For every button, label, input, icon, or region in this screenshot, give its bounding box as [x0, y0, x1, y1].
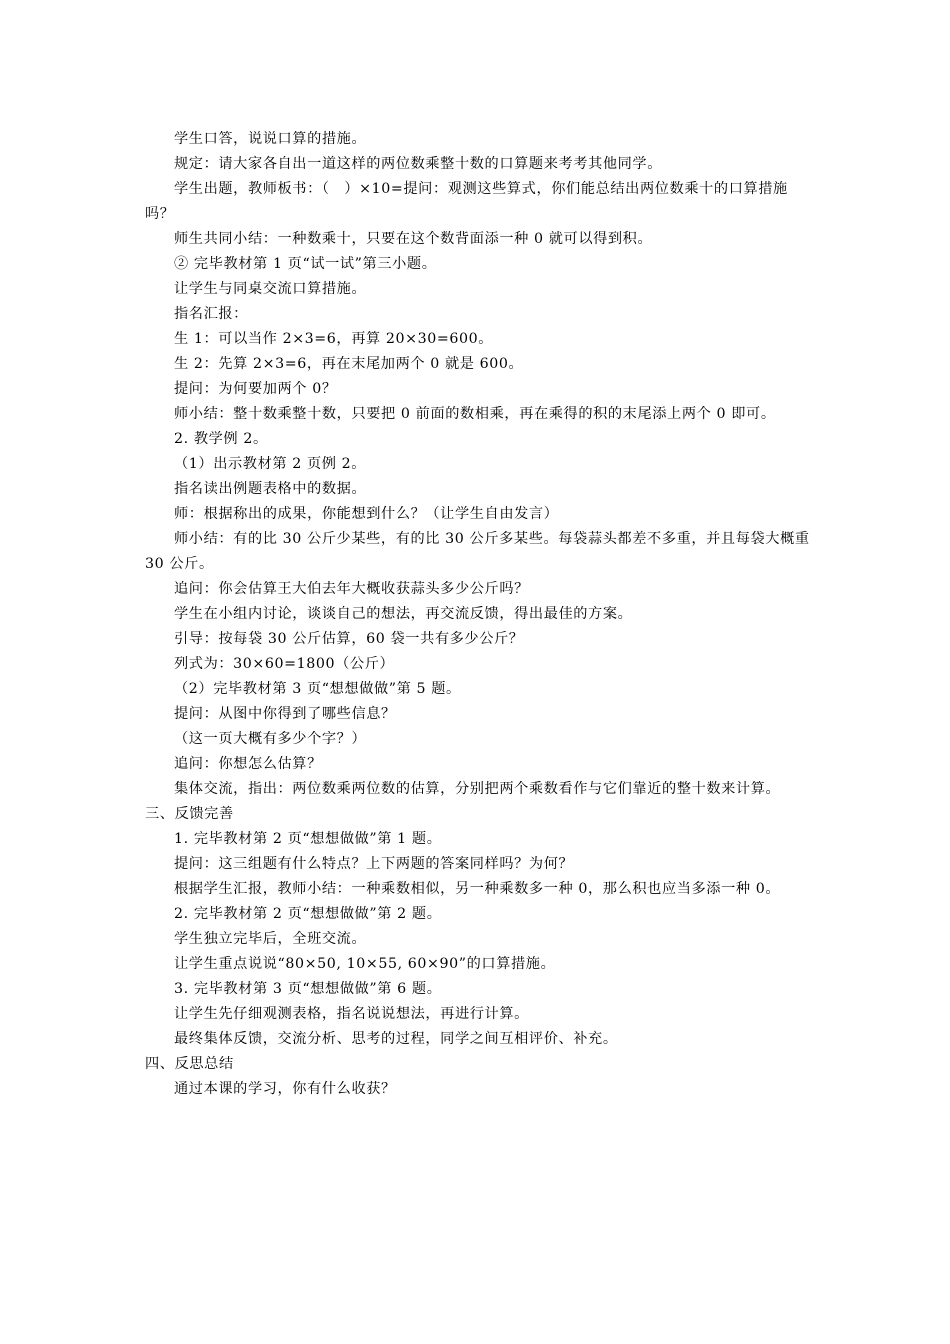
paragraph: 师：根据称出的成果，你能想到什么？（让学生自由发言）: [174, 506, 559, 522]
paragraph: （2）完毕教材第 3 页“想想做做”第 5 题。: [174, 681, 461, 697]
section-heading: 三、反馈完善: [145, 806, 234, 822]
paragraph: 追问：你想怎么估算？: [174, 756, 322, 772]
paragraph: （1）出示教材第 2 页例 2。: [174, 456, 367, 472]
paragraph: 指名读出例题表格中的数据。: [174, 481, 367, 497]
paragraph: 引导：按每袋 30 公斤估算，60 袋一共有多少公斤？: [174, 631, 524, 647]
paragraph: 1. 完毕教材第 2 页“想想做做”第 1 题。: [174, 831, 442, 847]
paragraph: 通过本课的学习，你有什么收获？: [174, 1081, 396, 1097]
paragraph: 学生独立完毕后，全班交流。: [174, 931, 367, 947]
paragraph: 让学生先仔细观测表格，指名说说想法，再进行计算。: [174, 1006, 529, 1022]
document-page: [145, 127, 810, 1102]
paragraph: 生 2：先算 2×3=6，再在末尾加两个 0 就是 600。: [174, 356, 524, 372]
paragraph: 追问：你会估算王大伯去年大概收获蒜头多少公斤吗？: [174, 581, 529, 597]
paragraph: 让学生与同桌交流口算措施。: [174, 281, 367, 297]
paragraph: 学生在小组内讨论，谈谈自己的想法，再交流反馈，得出最佳的方案。: [174, 606, 633, 622]
paragraph: ② 完毕教材第 1 页“试一试”第三小题。: [174, 256, 437, 272]
section-heading: 四、反思总结: [145, 1056, 234, 1072]
paragraph: 提问：为何要加两个 0？: [174, 381, 337, 397]
paragraph: 列式为：30×60=1800（公斤）: [174, 656, 395, 672]
paragraph: 规定：请大家各自出一道这样的两位数乘整十数的口算题来考考其他同学。: [174, 156, 662, 172]
paragraph: 集体交流，指出：两位数乘两位数的估算，分别把两个乘数看作与它们靠近的整十数来计算。: [174, 781, 781, 797]
paragraph: 根据学生汇报，教师小结：一种乘数相似，另一种乘数多一种 0，那么积也应当多添一种 0。: [174, 881, 781, 897]
paragraph: 指名汇报：: [174, 306, 248, 322]
paragraph: 提问：从图中你得到了哪些信息？: [174, 706, 396, 722]
paragraph: 师生共同小结：一种数乘十，只要在这个数背面添一种 0 就可以得到积。: [174, 231, 653, 247]
paragraph: 最终集体反馈，交流分析、思考的过程，同学之间互相评价、补充。: [174, 1031, 618, 1047]
paragraph: 让学生重点说说“80×50, 10×55, 60×90”的口算措施。: [174, 956, 556, 972]
paragraph: 3. 完毕教材第 3 页“想想做做”第 6 题。: [174, 981, 442, 997]
paragraph: 提问：这三组题有什么特点？上下两题的答案同样吗？为何？: [174, 856, 574, 872]
paragraph: 学生口答，说说口算的措施。: [174, 131, 367, 147]
paragraph: 2. 教学例 2。: [174, 431, 268, 447]
paragraph: 2. 完毕教材第 2 页“想想做做”第 2 题。: [174, 906, 442, 922]
paragraph: 师小结：整十数乘整十数，只要把 0 前面的数相乘，再在乘得的积的末尾添上两个 0 即可。: [174, 406, 776, 422]
paragraph: 师小结：有的比 30 公斤少某些，有的比 30 公斤多某些。每袋蒜头都差不多重，并且每袋大概重 30 公斤。: [145, 531, 810, 572]
paragraph: （这一页大概有多少个字？）: [174, 731, 367, 747]
paragraph: 生 1：可以当作 2×3=6，再算 20×30=600。: [174, 331, 494, 347]
paragraph: 学生出题，教师板书：（ ）×10=提问：观测这些算式，你们能总结出两位数乘十的口算措施吗？: [145, 181, 788, 222]
